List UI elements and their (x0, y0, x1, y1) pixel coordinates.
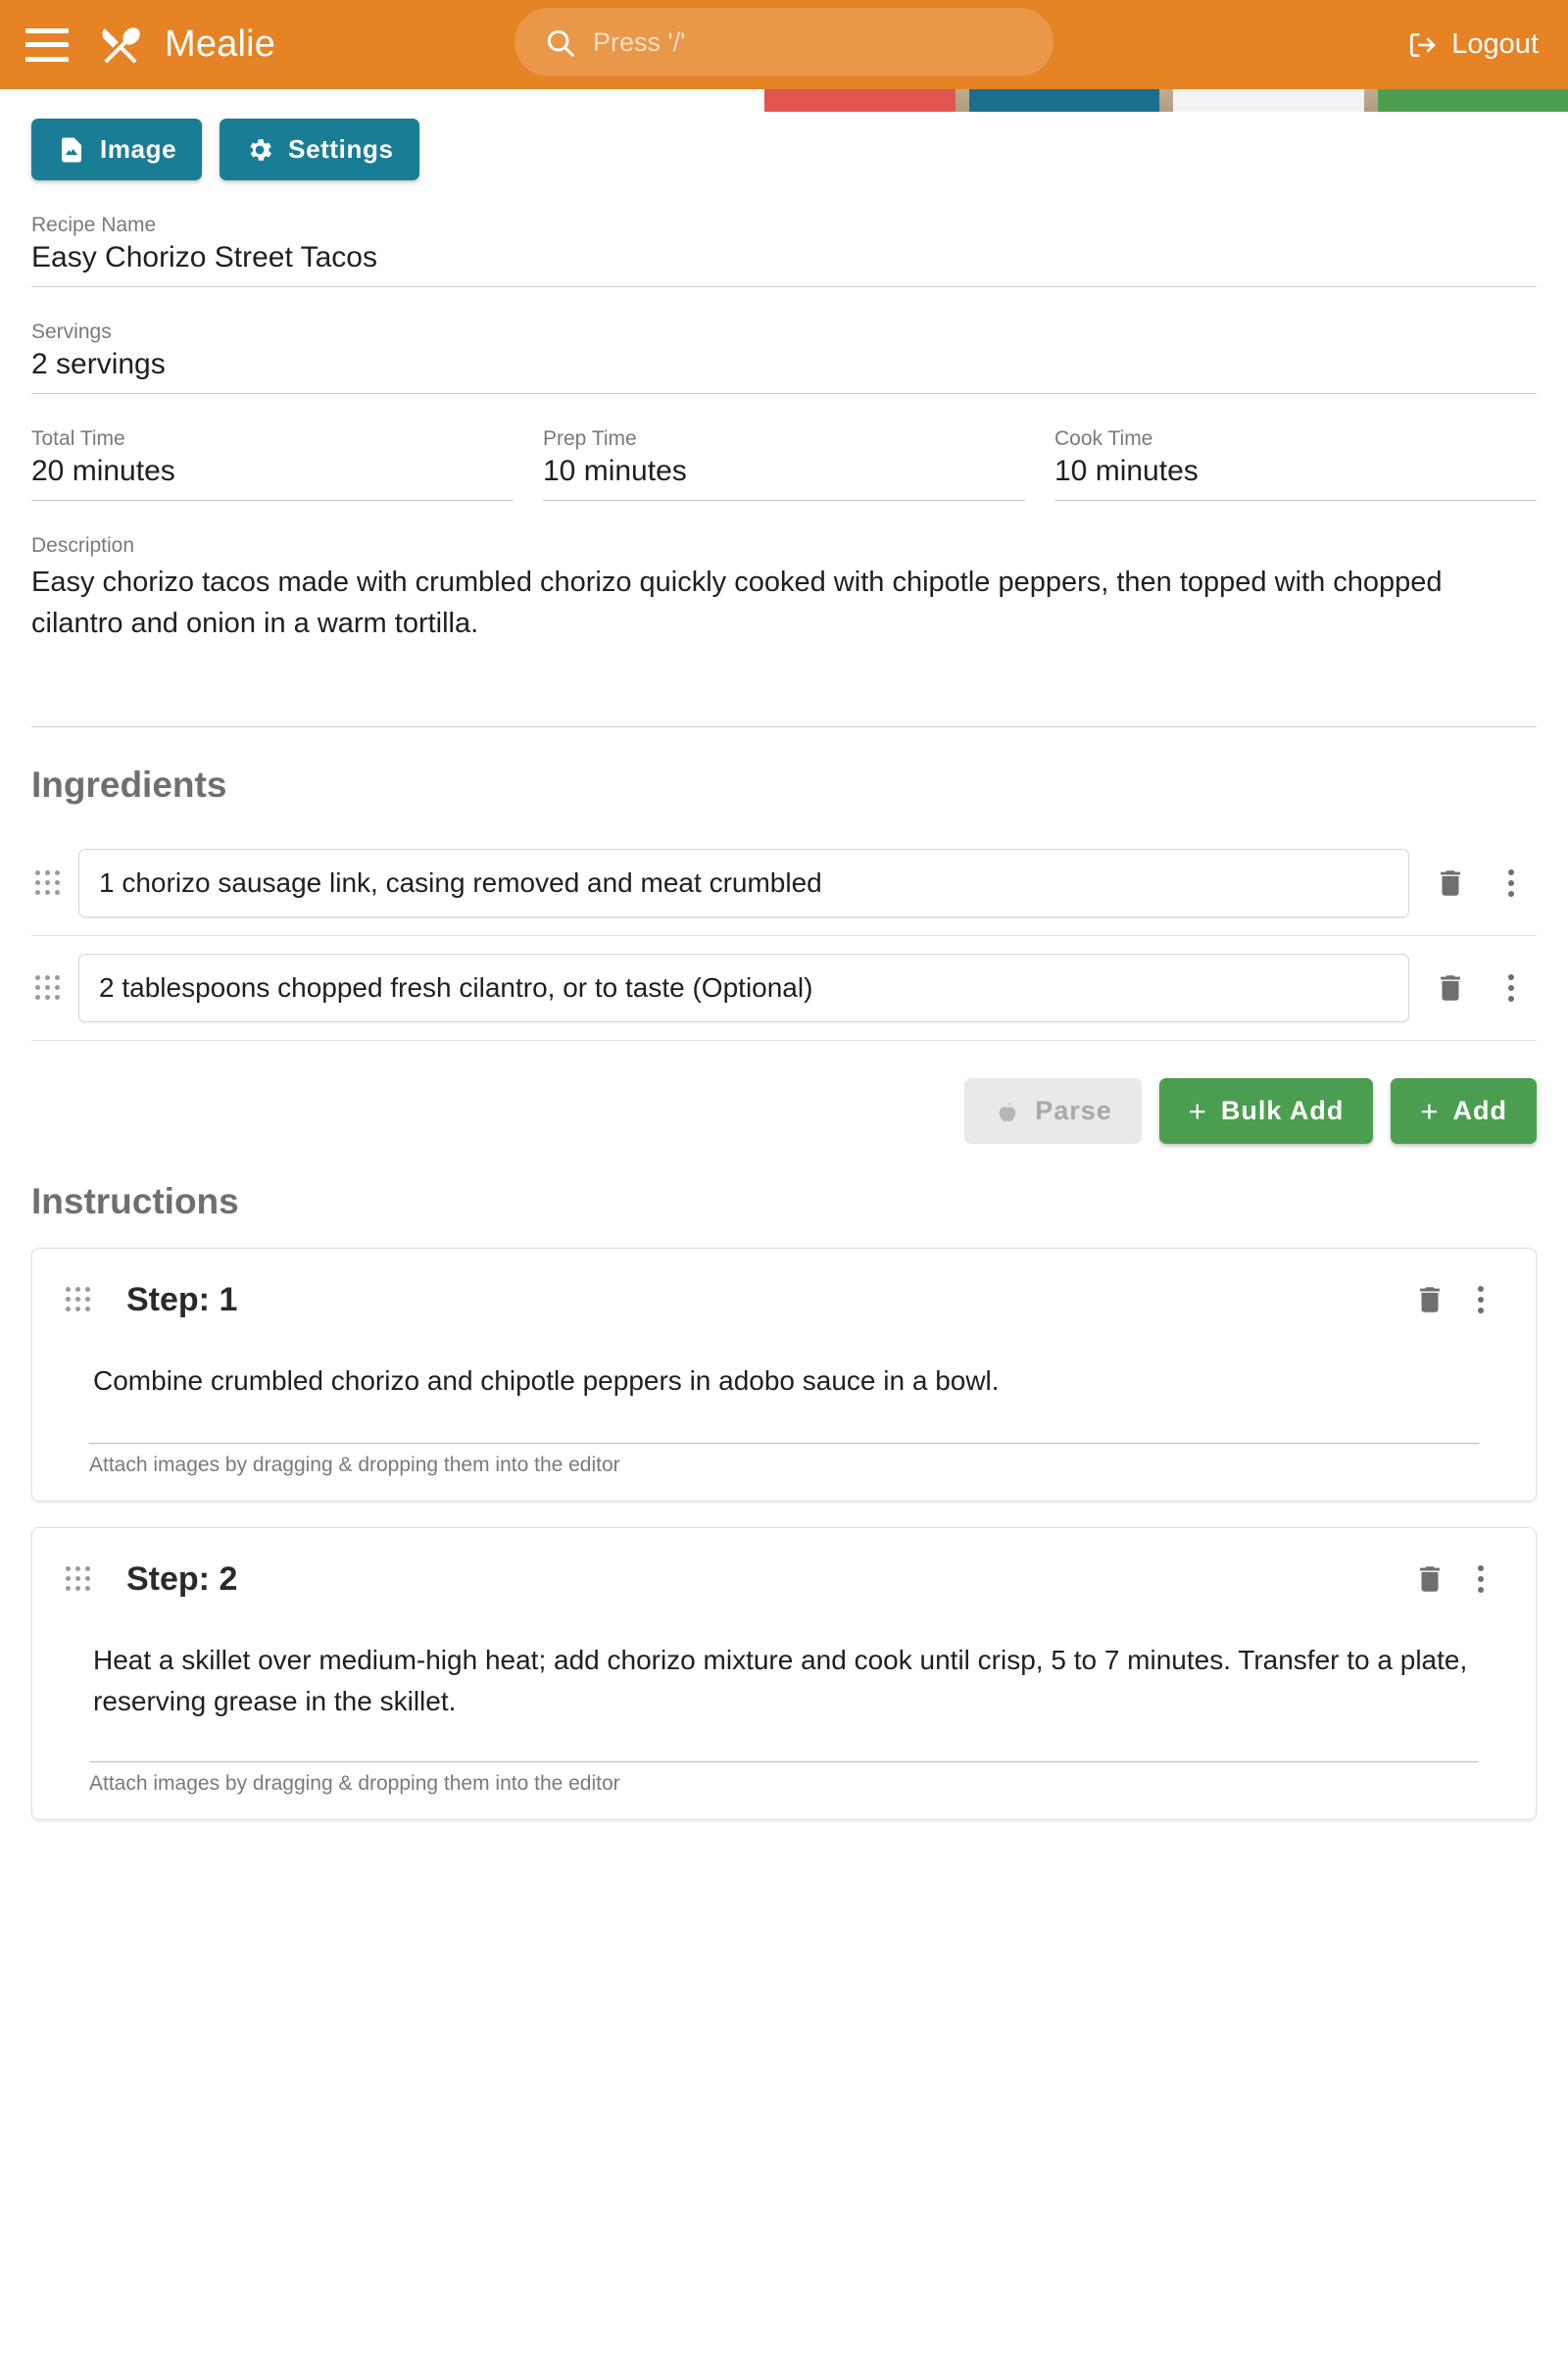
servings-value[interactable]: 2 servings (31, 348, 1537, 394)
image-file-icon (57, 135, 86, 165)
app-title: Mealie (165, 24, 276, 65)
drag-handle-icon[interactable] (62, 1562, 95, 1596)
servings-field[interactable] (31, 321, 1537, 394)
logout-button[interactable] (1406, 28, 1539, 61)
time-fields-row (31, 427, 1537, 501)
drag-handle-icon[interactable] (31, 971, 65, 1005)
drag-handle-icon[interactable] (62, 1283, 95, 1316)
ingredient-row (31, 831, 1537, 936)
ingredients-heading: Ingredients (31, 765, 227, 805)
instruction-step-card (31, 1527, 1537, 1820)
description-value[interactable]: Easy chorizo tacos made with crumbled chorizo quickly cooked with chipotle peppers, then topped with chopped cilantro and onion in a warm tortilla. (31, 567, 1443, 640)
ingredient-input[interactable]: 1 chorizo sausage link, casing removed and meat crumbled (78, 849, 1409, 917)
drag-handle-icon[interactable] (31, 866, 65, 900)
description-label: Description (31, 534, 135, 557)
overflow-menu-icon[interactable] (1486, 963, 1537, 1013)
logout-label: Logout (1451, 28, 1539, 60)
servings-label: Servings (31, 321, 112, 343)
hamburger-menu-icon[interactable] (25, 28, 69, 62)
ingredient-row-actions (1425, 963, 1537, 1013)
parse-button-label: Parse (1035, 1096, 1112, 1125)
search-icon (544, 26, 575, 58)
instructions-heading: Instructions (31, 1181, 239, 1221)
search-placeholder: Press '/' (593, 26, 686, 57)
recipe-name-field[interactable] (31, 214, 1537, 287)
parse-button[interactable] (964, 1078, 1142, 1144)
prep-time-value[interactable]: 10 minutes (543, 455, 1025, 501)
description-divider (31, 726, 1537, 727)
fork-knife-icon (94, 19, 147, 72)
step-hint-divider (89, 1761, 1479, 1809)
delete-icon[interactable] (1404, 1274, 1455, 1325)
delete-icon[interactable] (1425, 963, 1476, 1013)
total-time-field[interactable] (31, 427, 514, 501)
ingredient-actions (31, 1078, 1537, 1144)
cook-time-value[interactable]: 10 minutes (1054, 455, 1537, 501)
add-ingredient-button[interactable] (1391, 1078, 1537, 1144)
step-text[interactable]: Combine crumbled chorizo and chipotle peppers in adobo sauce in a bowl. (93, 1365, 1000, 1396)
bulk-add-label: Bulk Add (1220, 1096, 1345, 1125)
step-text[interactable]: Heat a skillet over medium-high heat; add chorizo mixture and cook until crisp, 5 to 7 minutes. Transfer to a plate, reserving grease in the skillet. (93, 1645, 1468, 1716)
ingredient-row-actions (1425, 858, 1537, 909)
ingredient-input[interactable]: 2 tablespoons chopped fresh cilantro, or to taste (Optional) (78, 954, 1409, 1022)
image-button[interactable] (31, 119, 202, 180)
ingredient-row (31, 936, 1537, 1041)
bulk-add-button[interactable] (1159, 1078, 1374, 1144)
plus-icon: + (1188, 1094, 1207, 1128)
delete-icon[interactable] (1425, 858, 1476, 909)
image-button-label: Image (100, 134, 177, 164)
step-header (62, 1274, 1506, 1325)
total-time-label: Total Time (31, 427, 125, 450)
step-header (62, 1554, 1506, 1605)
recipe-editor-page (0, 89, 1568, 1885)
gear-icon (245, 135, 274, 165)
add-label: Add (1452, 1096, 1507, 1125)
recipe-name-label: Recipe Name (31, 214, 157, 236)
plus-icon: + (1420, 1094, 1440, 1128)
step-title: Step: 2 (126, 1559, 238, 1598)
app-header (0, 0, 1568, 89)
food-apple-icon (994, 1098, 1021, 1125)
overflow-menu-icon[interactable] (1455, 1554, 1506, 1605)
overflow-menu-icon[interactable] (1486, 858, 1537, 909)
step-hint-divider (89, 1443, 1479, 1491)
instruction-step-card (31, 1248, 1537, 1502)
settings-button[interactable] (220, 119, 418, 180)
description-field[interactable] (31, 534, 1537, 727)
cook-time-label: Cook Time (1054, 427, 1153, 450)
search-input[interactable] (514, 8, 1054, 76)
step-attach-hint: Attach images by dragging & dropping them into the editor (89, 1772, 620, 1795)
overflow-menu-icon[interactable] (1455, 1274, 1506, 1325)
total-time-value[interactable]: 20 minutes (31, 455, 514, 501)
cook-time-field[interactable] (1054, 427, 1537, 501)
step-title: Step: 1 (126, 1280, 238, 1318)
recipe-name-value[interactable]: Easy Chorizo Street Tacos (31, 241, 1537, 287)
delete-icon[interactable] (1404, 1554, 1455, 1605)
settings-button-label: Settings (288, 134, 394, 164)
step-attach-hint: Attach images by dragging & dropping them into the editor (89, 1454, 620, 1476)
prep-time-label: Prep Time (543, 427, 637, 450)
logout-icon (1406, 29, 1438, 61)
prep-time-field[interactable] (543, 427, 1025, 501)
